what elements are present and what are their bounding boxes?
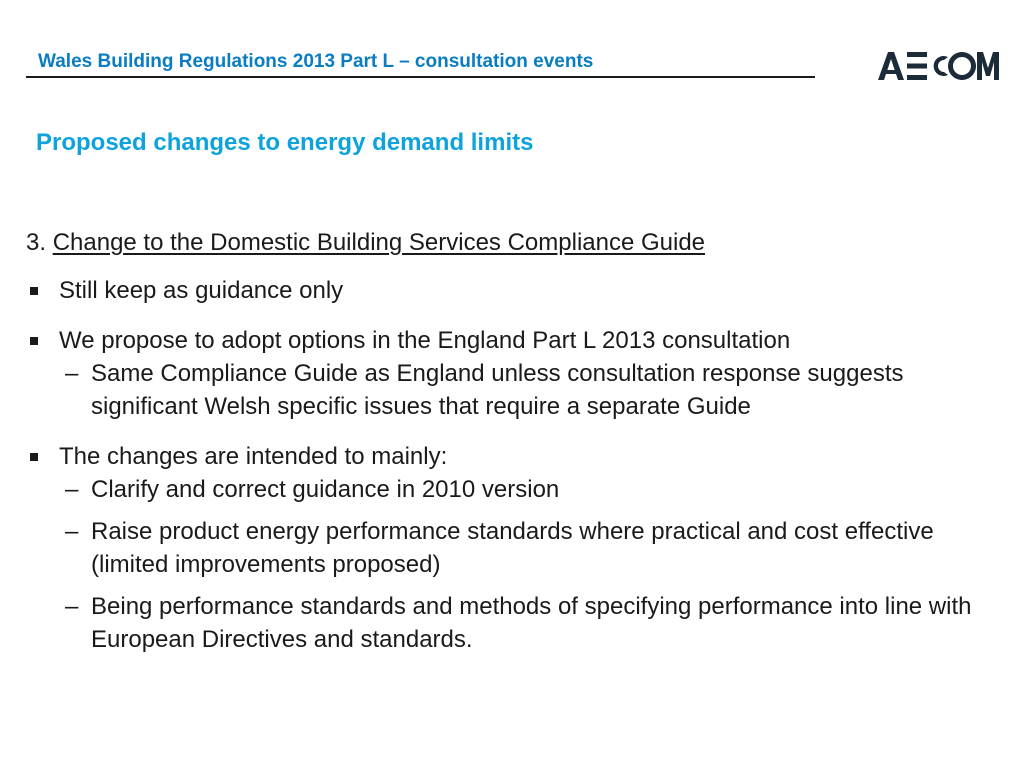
header-divider: [26, 76, 815, 78]
dash-bullet-icon: –: [65, 360, 79, 387]
section-number: 3.: [26, 229, 47, 256]
sub-bullet-text: Raise product energy performance standards where practical and cost effective (limited improvements proposed): [91, 518, 934, 578]
square-bullet-icon: [30, 337, 38, 345]
slide-body: [26, 226, 1001, 673]
bullet-item: [26, 274, 1001, 307]
bullet-text: The changes are intended to mainly:: [59, 443, 448, 470]
square-bullet-icon: [30, 287, 38, 295]
bullet-item: [26, 324, 1001, 423]
slide-title: Proposed changes to energy demand limits: [36, 129, 534, 156]
sub-bullet-list: [59, 473, 1001, 656]
section-heading-text: Change to the Domestic Building Services Compliance Guide: [52, 229, 706, 256]
bullet-list: [26, 274, 1001, 656]
sub-bullet-item: [59, 515, 1001, 581]
dash-bullet-icon: –: [65, 518, 79, 545]
sub-bullet-item: [59, 473, 1001, 506]
sub-bullet-text: Same Compliance Guide as England unless consultation response suggests significant Welsh specific issues that require a separate Guide: [91, 360, 904, 420]
dash-bullet-icon: –: [65, 593, 79, 620]
bullet-item: [26, 440, 1001, 656]
sub-bullet-item: [59, 590, 1001, 656]
sub-bullet-text: Being performance standards and methods of specifying performance into line with European Directives and standards.: [91, 593, 972, 653]
square-bullet-icon: [30, 453, 38, 461]
bullet-text: Still keep as guidance only: [59, 277, 344, 304]
bullet-text: We propose to adopt options in the England Part L 2013 consultation: [59, 327, 791, 354]
sub-bullet-list: [59, 357, 1001, 423]
dash-bullet-icon: –: [65, 476, 79, 503]
section-heading: [26, 226, 1001, 259]
sub-bullet-item: [59, 357, 1001, 423]
sub-bullet-text: Clarify and correct guidance in 2010 version: [91, 476, 560, 503]
header-title: Wales Building Regulations 2013 Part L – consultation events: [38, 51, 594, 72]
aecom-logo: [878, 46, 1000, 84]
